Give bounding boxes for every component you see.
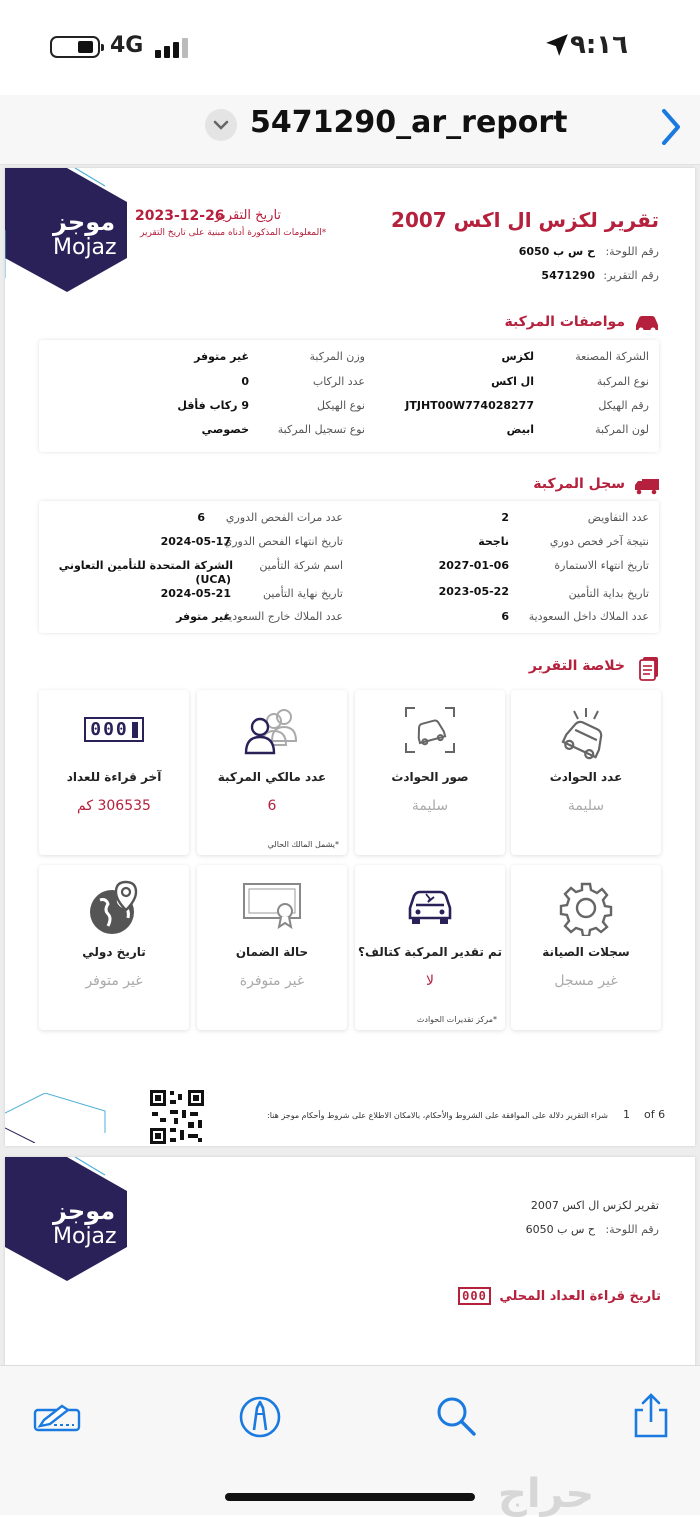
record-value: ناجحة	[478, 535, 509, 548]
spec-value: 9 ركاب فأقل	[177, 399, 249, 412]
clock: ٩:١٦	[569, 30, 628, 60]
decorative-lines	[5, 1093, 115, 1143]
summary-card-total-loss[interactable]	[355, 865, 505, 1030]
users-icon	[240, 705, 304, 755]
page-current: 1	[623, 1108, 630, 1121]
summary-card-warranty[interactable]	[197, 865, 347, 1030]
summary-card-international[interactable]	[39, 865, 189, 1030]
location-arrow-icon	[544, 32, 570, 58]
record-label: عدد مرات الفحص الدوري	[225, 511, 343, 524]
card-title: عدد الحوادث	[549, 770, 623, 784]
summary-card-accident-photos[interactable]	[355, 690, 505, 855]
page-number	[623, 1108, 665, 1121]
page2-odometer-title	[458, 1287, 661, 1305]
title-menu-button[interactable]	[205, 109, 237, 141]
card-value: 6	[267, 798, 277, 814]
document-nav-bar	[0, 95, 700, 165]
logo-text-ar: موجز	[53, 1197, 116, 1225]
watermark: حراج	[498, 1471, 595, 1517]
report-date-label: تاريخ التقرير	[215, 208, 282, 223]
record-label: عدد الملاك داخل السعودية	[528, 610, 649, 623]
spec-label: وزن المركبة	[309, 350, 365, 363]
bottom-toolbar	[0, 1365, 700, 1515]
spec-label: نوع تسجيل المركبة	[277, 423, 365, 436]
card-note: *يشمل المالك الحالي	[267, 840, 339, 849]
search-button[interactable]	[432, 1392, 482, 1442]
record-value: 6	[501, 610, 509, 623]
spec-value: غير متوفر	[194, 350, 249, 363]
qr-code[interactable]	[148, 1088, 206, 1146]
spec-label: عدد الركاب	[312, 375, 365, 388]
camera-frame-icon	[403, 705, 457, 755]
report-number: 5471290	[541, 269, 595, 282]
spec-label: لون المركبة	[595, 423, 649, 436]
card-note: *مركز تقديرات الحوادث	[416, 1015, 497, 1024]
card-title: صور الحوادث	[391, 770, 469, 784]
card-title: تم تقدير المركبة كتالف؟	[358, 945, 502, 959]
odometer-title-text: تاريخ قراءة العداد المحلي	[499, 1289, 661, 1304]
summary-section-title: خلاصة التقرير	[528, 658, 625, 674]
specs-table	[39, 340, 659, 452]
document-title: 5471290_ar_report	[250, 105, 568, 140]
odometer-digits: 000	[90, 719, 129, 740]
record-label: تاريخ نهاية التأمين	[263, 587, 343, 600]
record-value: 6	[197, 511, 205, 524]
card-value: سليمة	[567, 798, 605, 814]
record-value: 2	[501, 511, 509, 524]
markup-button[interactable]	[32, 1392, 82, 1442]
pen-box-icon	[32, 1392, 82, 1442]
record-value: الشركة المتحدة للتأمين التعاوني	[58, 559, 233, 572]
report-icon	[637, 655, 661, 681]
report-number-label: رقم التقرير:	[603, 269, 659, 282]
pdf-viewer[interactable]	[0, 165, 700, 1365]
odometer-icon: 000	[458, 1287, 491, 1305]
card-title: تاريخ دولي	[82, 945, 146, 959]
record-table	[39, 501, 659, 633]
summary-card-owners[interactable]	[197, 690, 347, 855]
spec-label: الشركة المصنعة	[575, 350, 649, 363]
plate-number: ح س ب 6050	[518, 245, 595, 258]
record-label: تاريخ انتهاء الفحص الدوري	[223, 535, 343, 548]
record-label: تاريخ انتهاء الاستمارة	[554, 559, 649, 572]
accident-car-icon	[556, 705, 616, 765]
spec-value: 0	[241, 375, 249, 388]
share-button[interactable]	[626, 1392, 676, 1442]
spec-value: لكزس	[501, 350, 534, 363]
spec-value: JTJHT00W774028277	[405, 399, 534, 412]
record-label: عدد الملاك خارج السعودية	[223, 610, 343, 623]
home-indicator[interactable]	[225, 1493, 475, 1501]
chevron-down-icon	[205, 109, 237, 141]
network-type: 4G	[110, 33, 144, 58]
report-title: تقرير لكزس ال اكس 2007	[391, 208, 659, 232]
truck-icon	[633, 476, 661, 496]
car-icon	[633, 313, 661, 333]
card-title: عدد مالكي المركبة	[217, 770, 327, 784]
spec-label: نوع المركبة	[596, 375, 649, 388]
card-value: غير متوفرة	[239, 973, 305, 989]
record-value: (UCA)	[195, 573, 231, 586]
record-value: غير متوفر	[176, 610, 231, 623]
report-date-note: *المعلومات المذكورة أدناه مبنية على تاريخ التقرير	[140, 228, 327, 238]
certificate-icon	[241, 880, 303, 930]
logo-text-ar: موجز	[53, 208, 116, 236]
summary-card-accidents[interactable]	[511, 690, 661, 855]
spec-label: نوع الهيكل	[316, 399, 365, 412]
pen-circle-icon	[235, 1392, 285, 1442]
signal-icon	[155, 38, 195, 58]
page2-title: تقرير لكزس ال اكس 2007	[530, 1199, 659, 1212]
logo-text-en: Mojaz	[53, 235, 117, 260]
chevron-right-icon[interactable]	[660, 107, 682, 147]
search-icon	[432, 1392, 482, 1442]
spec-label: رقم الهيكل	[598, 399, 649, 412]
record-value: 2024-05-17	[160, 535, 231, 548]
page-total: of 6	[644, 1108, 666, 1121]
logo-text-en: Mojaz	[53, 1224, 117, 1249]
spec-value: خصوصي	[201, 423, 249, 436]
share-icon	[626, 1392, 676, 1442]
record-label: عدد التفاويض	[587, 511, 649, 524]
spec-value: ابيض	[506, 423, 534, 436]
card-title: آخر قراءة للعداد	[66, 770, 162, 784]
record-value: 2023-05-22	[438, 585, 509, 598]
report-date: 2023-12-26	[135, 208, 225, 224]
record-value: 2027-01-06	[438, 559, 509, 572]
page2-plate-label: رقم اللوحة:	[605, 1223, 659, 1236]
card-value: لا	[426, 973, 434, 989]
record-label: نتيجة آخر فحص دوري	[549, 535, 649, 548]
record-label: اسم شركة التأمين	[259, 559, 343, 572]
damaged-car-icon	[402, 880, 458, 930]
globe-pin-icon	[86, 880, 142, 938]
gear-icon	[558, 880, 614, 936]
record-value: 2024-05-21	[160, 587, 231, 600]
card-value: غير مسجل	[554, 973, 618, 989]
specs-section-title: مواصفات المركبة	[504, 314, 625, 330]
card-value: 306535 كم	[77, 798, 151, 814]
record-label: تاريخ بداية التأمين	[568, 587, 649, 600]
record-section-title: سجل المركبة	[533, 476, 625, 492]
annotate-button[interactable]	[235, 1392, 285, 1442]
summary-card-maintenance[interactable]	[511, 865, 661, 1030]
card-title: سجلات الصيانة	[542, 945, 630, 959]
card-value: غير متوفر	[85, 973, 143, 989]
pdf-page-2	[5, 1157, 695, 1365]
page2-plate: ح س ب 6050	[525, 1223, 595, 1236]
summary-card-odometer[interactable]	[39, 690, 189, 855]
card-title: حالة الضمان	[235, 945, 309, 959]
terms-text[interactable]: شراء التقرير دلالة على الموافقة على الشروط والأحكام، بالامكان الاطلاع على شروط وأحكام موجز هنا:	[267, 1111, 608, 1120]
odometer-icon	[84, 717, 144, 742]
battery-icon	[50, 36, 100, 58]
pdf-page-1	[5, 168, 695, 1146]
plate-label: رقم اللوحة:	[605, 245, 659, 258]
card-value: سليمة	[411, 798, 449, 814]
status-bar	[0, 0, 700, 95]
spec-value: ال اكس	[491, 375, 534, 388]
